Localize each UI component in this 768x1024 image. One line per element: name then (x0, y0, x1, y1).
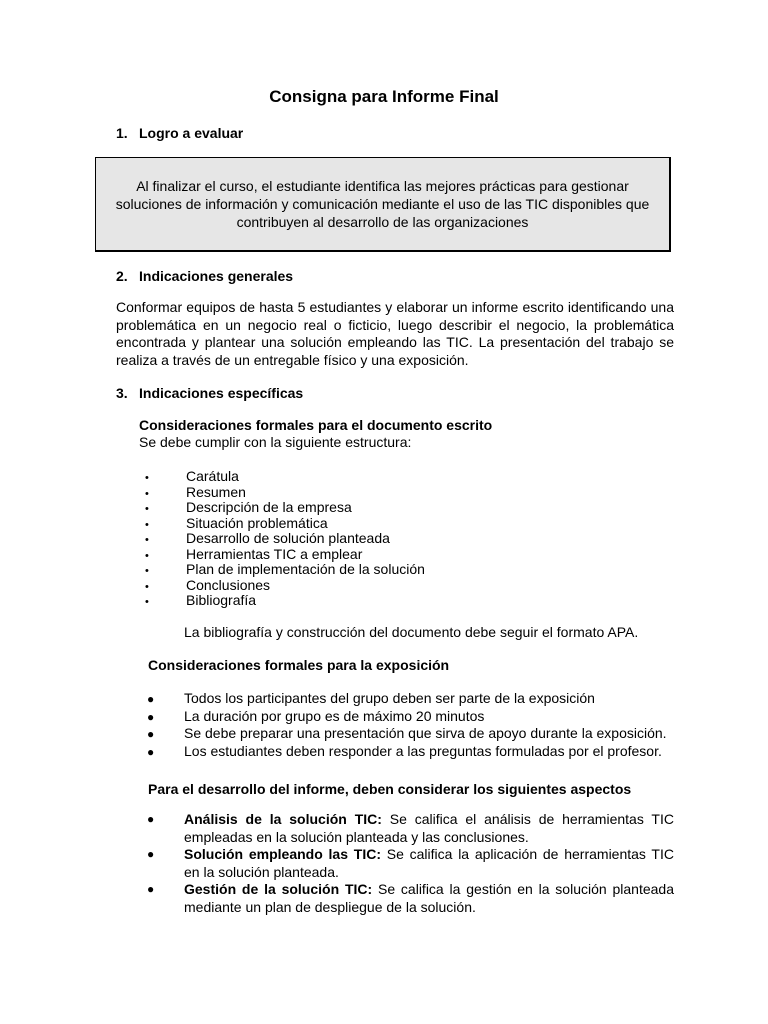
list-item-text: Todos los participantes del grupo deben ser parte de la exposición (184, 690, 595, 706)
list-item-text: Conclusiones (186, 576, 271, 593)
section-heading-logro (116, 124, 243, 142)
section-number: 2. (116, 268, 128, 284)
list-item (145, 562, 425, 578)
list-item-text: Herramientas TIC a emplear (186, 545, 363, 562)
section-title: Indicaciones específicas (139, 385, 304, 401)
list-item (145, 531, 425, 547)
aspect-label: Gestión de la solución TIC: (184, 881, 373, 898)
indicaciones-generales-paragraph: Conformar equipos de hasta 5 estudiantes y elaborar un informe escrito identificando una problemática en un negocio real o ficticio, luego describir el negocio, la problemática encontrada y plantear una solución empleando las TIC. La presentación del trabajo se realiza a través de un entregable físico y una exposición. (116, 299, 674, 368)
bullet: • (145, 534, 149, 546)
list-item (145, 500, 425, 516)
bullet: ● (147, 727, 155, 742)
exposicion-heading: Consideraciones formales para la exposición (148, 657, 450, 673)
bullet: • (145, 565, 149, 577)
bullet: ● (147, 812, 155, 826)
list-item (147, 846, 674, 881)
section-title: Indicaciones generales (139, 268, 294, 284)
aspectos-heading: Para el desarrollo del informe, deben considerar los siguientes aspectos (148, 781, 632, 797)
bullet: • (145, 503, 149, 515)
list-item-text: Situación problemática (186, 514, 328, 531)
list-item-text: Plan de implementación de la solución (186, 561, 425, 577)
exposicion-list (147, 690, 667, 760)
bullet: ● (147, 882, 155, 897)
aspect-text: Se califica el análisis de herramientas TIC empleadas en la solución planteada y las conclusiones. (184, 811, 674, 845)
section-number: 3. (116, 385, 128, 401)
bullet: • (145, 518, 149, 531)
list-item (145, 469, 425, 485)
list-item-text: Resumen (186, 483, 246, 500)
estructura-list (145, 469, 425, 609)
list-item-text: Descripción de la empresa (186, 499, 352, 515)
bullet: ● (147, 847, 155, 862)
list-item (147, 881, 674, 916)
list-item (145, 516, 425, 532)
list-item-text: Se debe preparar una presentación que sirva de apoyo durante la exposición. (184, 725, 667, 742)
bullet: • (145, 487, 149, 500)
section-heading-indicaciones-generales (116, 267, 293, 285)
logro-box (95, 157, 671, 252)
list-item (147, 743, 667, 761)
aspectos-list (147, 811, 674, 917)
page-title: Consigna para Informe Final (269, 87, 499, 106)
bullet: • (145, 596, 149, 608)
logro-text: Al finalizar el curso, el estudiante identifica las mejores prácticas para gestionar soluciones de información y comunicación mediante el uso de las TIC disponibles que contribuyen al desarrollo de las organizaciones (115, 178, 650, 230)
list-item (147, 708, 667, 726)
list-item (145, 593, 425, 609)
bullet: • (145, 472, 149, 484)
documento-escrito-heading: Consideraciones formales para el documento escrito (139, 417, 493, 433)
list-item-text: Los estudiantes deben responder a las preguntas formuladas por el profesor. (184, 742, 662, 759)
list-item (145, 547, 425, 563)
bullet: • (145, 549, 149, 562)
section-number: 1. (116, 125, 128, 141)
section-title: Logro a evaluar (139, 125, 244, 141)
bullet: ● (147, 709, 155, 724)
documento-escrito-intro: Se debe cumplir con la siguiente estructura: (139, 434, 412, 450)
list-item-text: Bibliografía (186, 592, 257, 608)
apa-note: La bibliografía y construcción del documento debe seguir el formato APA. (184, 624, 639, 640)
aspect-text: Se califica la aplicación de herramientas TIC en la solución planteada. (184, 846, 674, 880)
list-item (145, 578, 425, 594)
list-item (147, 725, 667, 743)
list-item (147, 811, 674, 846)
bullet: ● (147, 692, 155, 706)
aspect-text: Se califica la gestión en la solución planteada mediante un plan de despliegue de la solución. (184, 881, 674, 915)
aspect-label: Análisis de la solución TIC: (184, 811, 382, 827)
list-item-text: Desarrollo de solución planteada (186, 530, 390, 546)
aspect-label: Solución empleando las TIC: (184, 846, 381, 863)
list-item (147, 690, 667, 708)
section-heading-indicaciones-especificas (116, 384, 303, 402)
list-item-text: La duración por grupo es de máximo 20 minutos (184, 707, 485, 724)
bullet: ● (147, 744, 155, 759)
list-item-text: Carátula (186, 468, 239, 484)
bullet: • (145, 580, 149, 593)
list-item (145, 485, 425, 501)
